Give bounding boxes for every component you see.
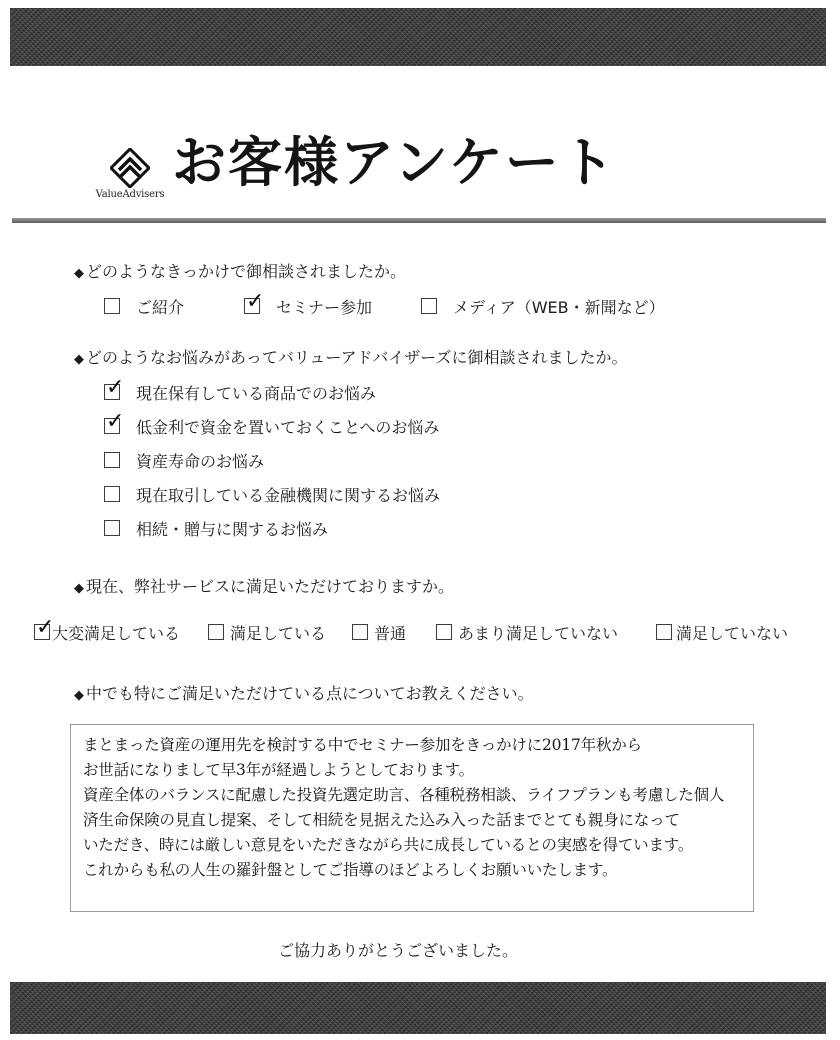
checkbox[interactable] <box>104 375 125 400</box>
option-label: 現在取引している金融機関に関するお悩み <box>136 486 441 505</box>
checkbox[interactable] <box>34 615 55 640</box>
option-label: 相続・贈与に関するお悩み <box>136 520 329 539</box>
diamond-bullet-icon: ◆ <box>74 688 84 703</box>
question-1 <box>74 262 406 284</box>
thanks-message: ご協力ありがとうございました。 <box>278 941 519 960</box>
option-label: 満足している <box>230 624 327 643</box>
check-mark-icon: ✓ <box>106 409 125 434</box>
checkbox[interactable] <box>104 298 120 314</box>
question-1-text: どのようなきっかけで御相談されましたか。 <box>86 262 407 281</box>
option-label: メディア（WEB・新聞など） <box>453 298 665 317</box>
checkbox[interactable] <box>352 624 368 640</box>
question-3-text: 現在、弊社サービスに満足いただけておりますか。 <box>86 577 455 596</box>
title-divider <box>12 218 826 223</box>
option-label: 普通 <box>374 624 407 643</box>
check-mark-icon: ✓ <box>36 615 55 640</box>
question-2 <box>74 348 627 370</box>
company-logo <box>94 148 166 202</box>
bottom-scan-bar <box>10 982 826 1034</box>
checkbox[interactable] <box>104 452 120 468</box>
option-label: 資産寿命のお悩み <box>136 452 265 471</box>
option-label: 低金利で資金を置いておくことへのお悩み <box>136 418 440 437</box>
checkbox[interactable] <box>244 289 265 314</box>
checkbox[interactable] <box>104 520 120 536</box>
answer-line: 資産全体のバランスに配慮した投資先選定助言、各種税務相談、ライフプランも考慮した個人 <box>83 786 725 804</box>
option-label: セミナー参加 <box>276 298 373 317</box>
answer-line: いただき、時には厳しい意見をいただきながら共に成長しているとの実感を得ています。 <box>83 836 694 854</box>
check-mark-icon: ✓ <box>106 375 125 400</box>
question-4 <box>74 684 534 706</box>
question-3 <box>74 577 454 599</box>
question-4-text: 中でも特にご満足いただけている点についてお教えください。 <box>86 684 534 703</box>
answer-line: まとまった資産の運用先を検討する中でセミナー参加をきっかけに2017年秋から <box>83 736 642 754</box>
checkbox[interactable] <box>208 624 224 640</box>
diamond-bullet-icon: ◆ <box>74 352 84 367</box>
answer-line: これからも私の人生の羅針盤としてご指導のほどよろしくお願いいたします。 <box>83 861 618 879</box>
diamond-logo-icon <box>110 148 150 188</box>
option-label: ご紹介 <box>136 298 185 317</box>
option-label: 大変満足している <box>52 624 181 643</box>
top-scan-bar <box>10 8 826 66</box>
diamond-bullet-icon: ◆ <box>74 266 84 281</box>
handwritten-answer <box>83 733 748 883</box>
answer-line: 済生命保険の見直し提案、そして相続を見据えた込み入った話までとても親身になって <box>83 811 680 829</box>
logo-text: ValueAdvisers <box>95 189 165 200</box>
answer-line: お世話になりまして早3年が経過しようとしております。 <box>83 761 474 779</box>
checkbox[interactable] <box>421 298 437 314</box>
question-2-text: どのようなお悩みがあってバリューアドバイザーズに御相談されましたか。 <box>86 348 628 367</box>
checkbox[interactable] <box>104 486 120 502</box>
option-label: 現在保有している商品でのお悩み <box>136 384 377 403</box>
diamond-bullet-icon: ◆ <box>74 581 84 596</box>
check-mark-icon: ✓ <box>246 289 265 314</box>
checkbox[interactable] <box>104 409 125 434</box>
checkbox[interactable] <box>436 624 452 640</box>
option-label: あまり満足していない <box>458 624 619 643</box>
comment-textarea[interactable] <box>70 724 754 912</box>
option-label: 満足していない <box>676 624 789 643</box>
checkbox[interactable] <box>656 624 672 640</box>
page-title: お客様アンケート <box>172 131 617 194</box>
